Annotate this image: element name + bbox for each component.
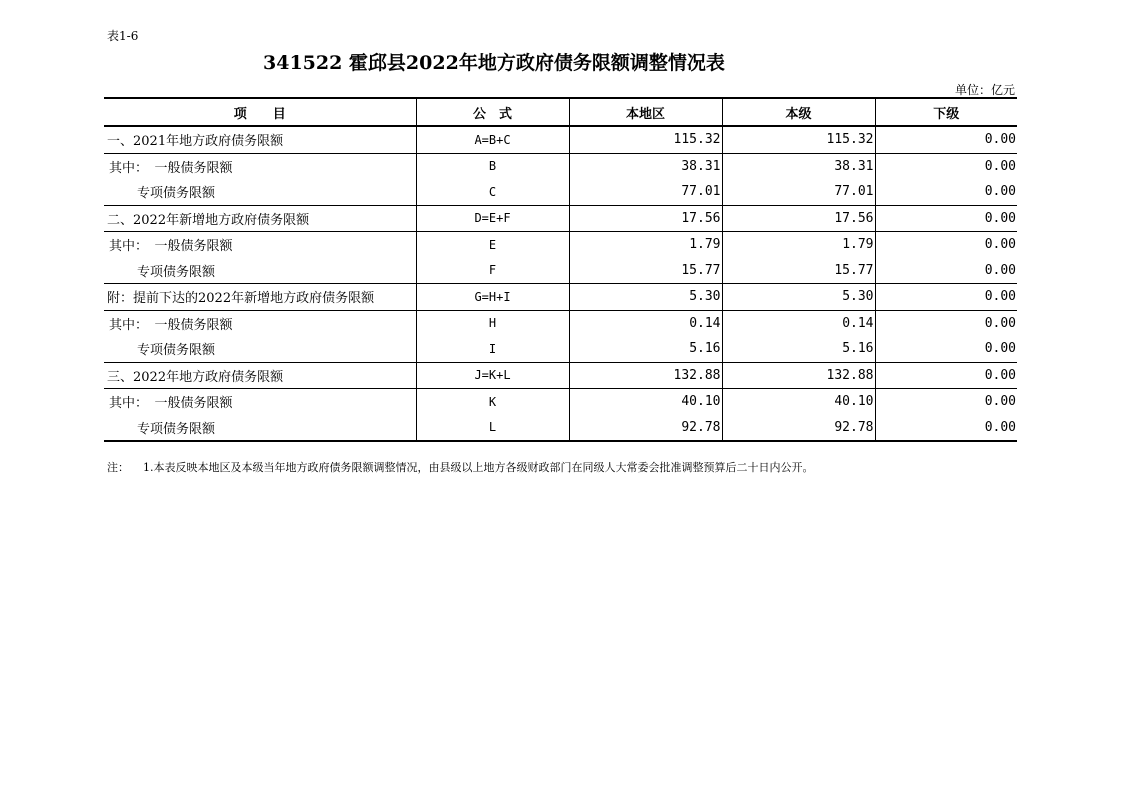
item-cell: 专项债务限额 — [137, 186, 216, 202]
item-cell: 专项债务限额 — [104, 415, 416, 442]
local-cell: 17.56 — [569, 205, 722, 232]
formula-cell: H — [416, 310, 569, 336]
col-header-lower-level: 下级 — [875, 98, 1017, 126]
same-level-cell: 1.79 — [722, 232, 875, 258]
same-level-cell: 17.56 — [722, 205, 875, 232]
item-cell: 三、2022年地方政府债务限额 — [104, 362, 416, 389]
same-level-cell: 5.30 — [722, 284, 875, 311]
table-row — [104, 232, 1017, 258]
item-cell: 专项债务限额 — [137, 343, 216, 359]
page-title: 341522 霍邱县2022年地方政府债务限额调整情况表 — [263, 52, 725, 74]
item-cell: 其中： 一般债务限额 — [104, 389, 416, 415]
table-row — [104, 389, 1017, 415]
same-level-cell: 38.31 — [722, 153, 875, 179]
same-level-cell: 132.88 — [722, 362, 875, 389]
local-cell: 5.30 — [569, 284, 722, 311]
local-cell: 92.78 — [569, 415, 722, 442]
item-cell: 其中： 一般债务限额 — [104, 232, 416, 258]
table-row — [104, 258, 1017, 284]
footnote-text: 1.本表反映本地区及本级当年地方政府债务限额调整情况，由县级以上地方各级财政部门在同级人大常委会批准调整预算后二十日内公开。 — [143, 461, 814, 474]
same-level-cell: 15.77 — [722, 258, 875, 284]
local-cell: 132.88 — [569, 362, 722, 389]
table-row — [104, 284, 1017, 311]
table-row — [104, 336, 1017, 362]
same-level-cell: 77.01 — [722, 179, 875, 205]
item-cell: 二、2022年新增地方政府债务限额 — [104, 205, 416, 232]
lower-level-cell: 0.00 — [875, 258, 1017, 284]
same-level-cell: 5.16 — [722, 336, 875, 362]
local-cell: 40.10 — [569, 389, 722, 415]
debt-limit-table — [104, 97, 1017, 442]
col-header-same-level: 本级 — [722, 98, 875, 126]
same-level-cell: 40.10 — [722, 389, 875, 415]
lower-level-cell: 0.00 — [875, 310, 1017, 336]
header-row — [104, 98, 1017, 126]
local-cell: 0.14 — [569, 310, 722, 336]
formula-cell: F — [416, 258, 569, 284]
lower-level-cell: 0.00 — [875, 232, 1017, 258]
footnote-label: 注： — [107, 461, 129, 474]
col-header-item: 项 目 — [104, 98, 416, 126]
local-cell: 5.16 — [569, 336, 722, 362]
formula-cell: G=H+I — [416, 284, 569, 311]
item-cell: 一、2021年地方政府债务限额 — [107, 134, 284, 150]
formula-cell: D=E+F — [416, 205, 569, 232]
lower-level-cell: 0.00 — [875, 205, 1017, 232]
lower-level-cell: 0.00 — [875, 389, 1017, 415]
local-cell: 1.79 — [569, 232, 722, 258]
table-row — [104, 362, 1017, 389]
table-row — [104, 415, 1017, 442]
table-code: 表1-6 — [107, 29, 139, 43]
table-row — [104, 310, 1017, 336]
col-header-formula: 公 式 — [416, 98, 569, 126]
table-row — [104, 126, 1017, 153]
formula-cell: K — [416, 389, 569, 415]
item-cell: 其中： 一般债务限额 — [104, 153, 416, 179]
item-cell: 其中： 一般债务限额 — [104, 310, 416, 336]
lower-level-cell: 0.00 — [875, 153, 1017, 179]
lower-level-cell: 0.00 — [875, 415, 1017, 442]
formula-cell: I — [416, 336, 569, 362]
unit-label: 单位：亿元 — [954, 83, 1015, 97]
item-cell: 专项债务限额 — [137, 264, 216, 280]
lower-level-cell: 0.00 — [875, 336, 1017, 362]
local-cell: 77.01 — [569, 179, 722, 205]
table-row — [104, 153, 1017, 179]
table-row — [104, 205, 1017, 232]
footnote — [107, 459, 814, 475]
local-cell: 15.77 — [569, 258, 722, 284]
item-cell: 附：提前下达的2022年新增地方政府债务限额 — [104, 284, 416, 311]
formula-cell: J=K+L — [416, 362, 569, 389]
formula-cell: B — [416, 153, 569, 179]
lower-level-cell: 0.00 — [875, 126, 1017, 153]
table-row — [104, 179, 1017, 205]
lower-level-cell: 0.00 — [875, 362, 1017, 389]
formula-cell: L — [416, 415, 569, 442]
col-header-local: 本地区 — [569, 98, 722, 126]
local-cell: 115.32 — [569, 126, 722, 153]
formula-cell: E — [416, 232, 569, 258]
same-level-cell: 115.32 — [722, 126, 875, 153]
formula-cell: C — [416, 179, 569, 205]
same-level-cell: 0.14 — [722, 310, 875, 336]
lower-level-cell: 0.00 — [875, 179, 1017, 205]
same-level-cell: 92.78 — [722, 415, 875, 442]
formula-cell: A=B+C — [416, 126, 569, 153]
local-cell: 38.31 — [569, 153, 722, 179]
lower-level-cell: 0.00 — [875, 284, 1017, 311]
